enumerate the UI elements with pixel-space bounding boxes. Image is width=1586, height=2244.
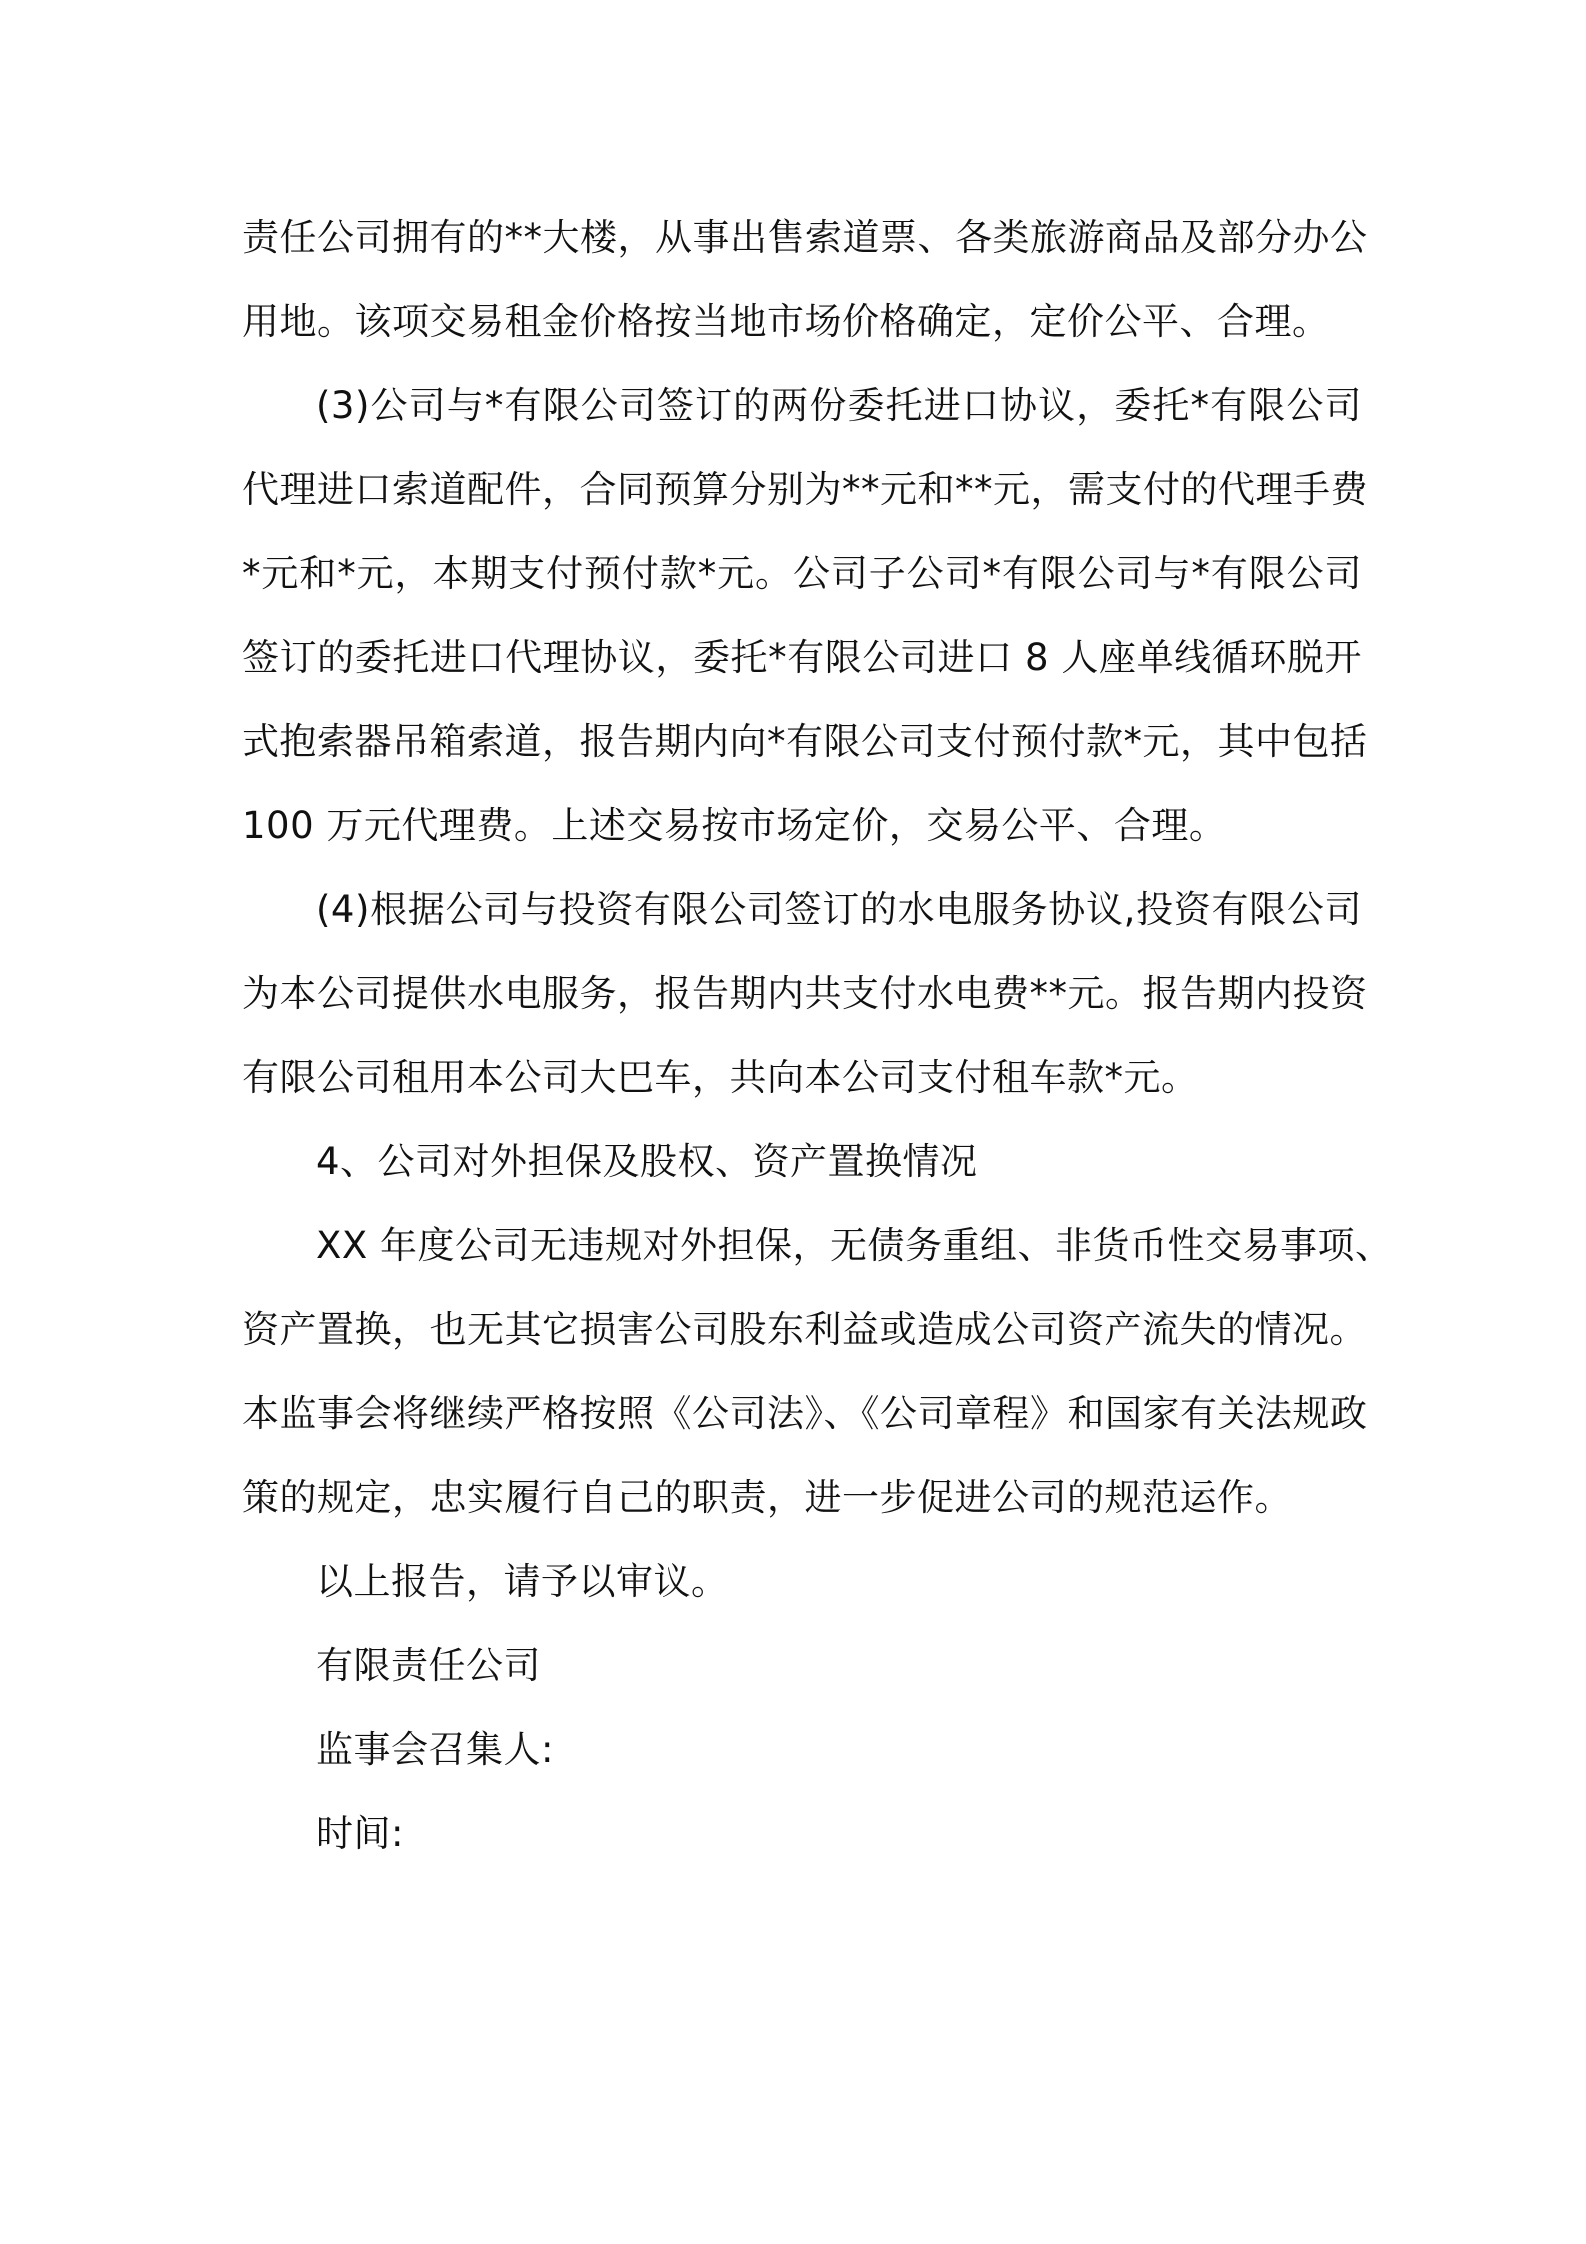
text-line-10: 为本公司提供水电服务，报告期内共支付水电费**元。报告期内投资 xyxy=(242,972,1368,1015)
text-line-3: (3)公司与*有限公司签订的两份委托进口协议，委托*有限公司 xyxy=(316,384,1362,427)
text-line-2: 用地。该项交易租金价格按当地市场价格确定，定价公平、合理。 xyxy=(242,300,1330,343)
text-line-14: 资产置换，也无其它损害公司股东利益或造成公司资产流失的情况。 xyxy=(242,1308,1367,1351)
text-line-16: 策的规定，忠实履行自己的职责，进一步促进公司的规范运作。 xyxy=(242,1476,1292,1519)
text-line-5: *元和*元，本期支付预付款*元。公司子公司*有限公司与*有限公司 xyxy=(242,552,1362,595)
text-line-8: 100 万元代理费。上述交易按市场定价，交易公平、合理。 xyxy=(242,804,1227,847)
text-line-7: 式抱索器吊箱索道，报告期内向*有限公司支付预付款*元，其中包括 xyxy=(242,720,1368,763)
section-heading: 4、公司对外担保及股权、资产置换情况 xyxy=(316,1140,978,1183)
text-line-1: 责任公司拥有的**大楼，从事出售索道票、各类旅游商品及部分办公 xyxy=(242,216,1368,259)
text-line-4: 代理进口索道配件，合同预算分别为**元和**元，需支付的代理手费 xyxy=(242,468,1368,511)
convener-label: 监事会召集人: xyxy=(316,1728,554,1771)
text-line-13: XX 年度公司无违规对外担保，无债务重组、非货币性交易事项、 xyxy=(316,1224,1393,1267)
text-line-9: (4)根据公司与投资有限公司签订的水电服务协议,投资有限公司 xyxy=(316,888,1362,931)
closing-request: 以上报告，请予以审议。 xyxy=(316,1560,729,1603)
date-label: 时间: xyxy=(316,1812,404,1855)
text-line-11: 有限公司租用本公司大巴车，共向本公司支付租车款*元。 xyxy=(242,1056,1199,1099)
text-line-6: 签订的委托进口代理协议，委托*有限公司进口 8 人座单线循环脱开 xyxy=(242,636,1362,679)
document-body xyxy=(242,196,1393,1876)
company-signature: 有限责任公司 xyxy=(316,1644,541,1687)
text-line-15: 本监事会将继续严格按照《公司法》、《公司章程》和国家有关法规政 xyxy=(242,1392,1368,1435)
